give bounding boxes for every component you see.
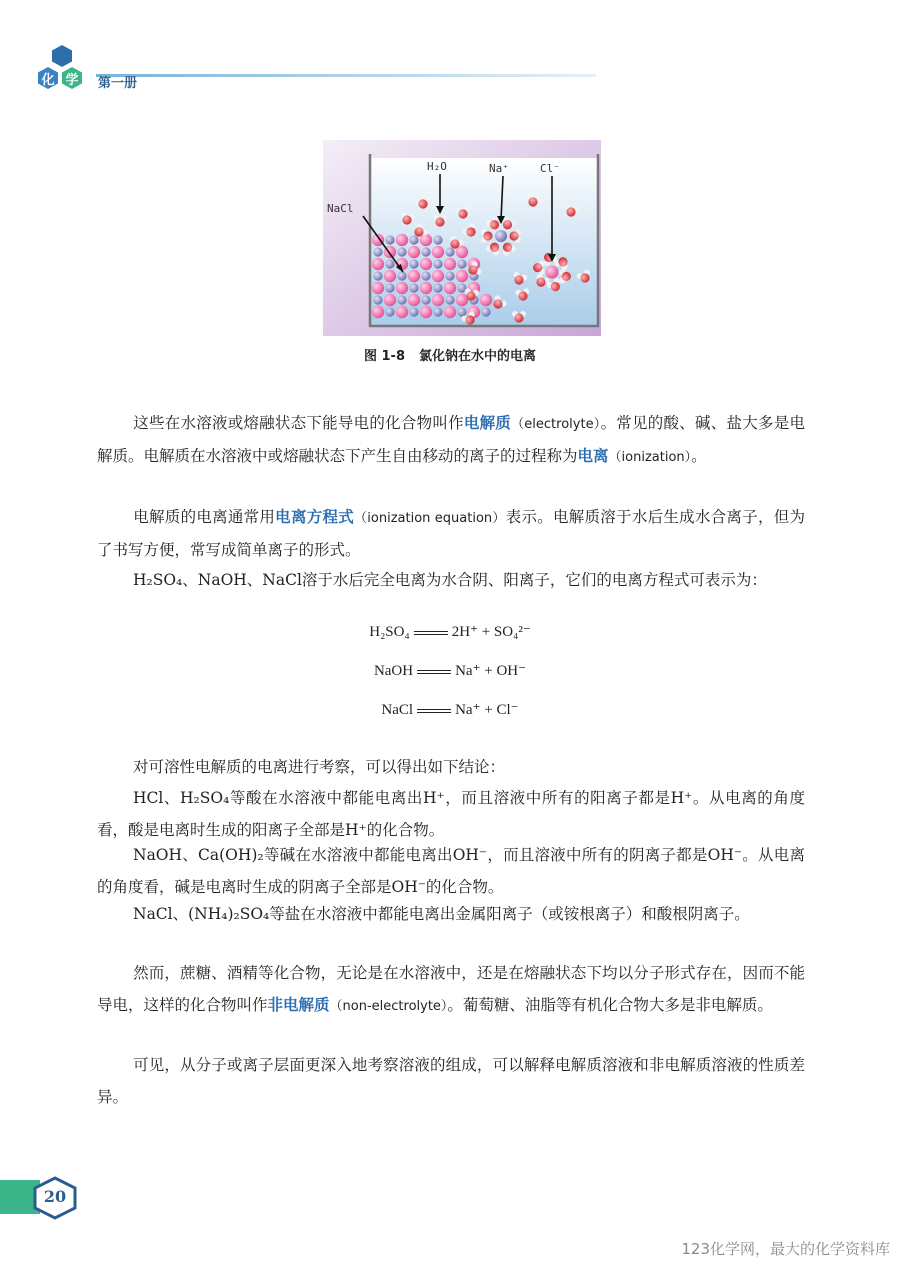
cl-ion xyxy=(384,294,396,306)
cl-ion xyxy=(444,258,456,270)
cl-ion xyxy=(420,282,432,294)
oxygen-atom xyxy=(514,313,523,322)
na-ion xyxy=(445,271,454,280)
oxygen-atom xyxy=(533,263,542,272)
paragraph-examples: H₂SO₄、NaOH、NaCl溶于水后完全电离为水合阴、阳离子，它们的电离方程式可表示为： xyxy=(133,571,767,589)
na-ion xyxy=(457,259,466,268)
oxygen-atom xyxy=(509,231,518,240)
equation-h2so4: H₂SO₄ 2H⁺ + SO₄²⁻ xyxy=(369,624,531,640)
watermark: 123化学网，最大的化学资料库 xyxy=(681,1240,890,1258)
cl-ion xyxy=(432,270,444,282)
paragraph-ionization-equation: 电解质的电离通常用电离方程式（ionization equation）表示。电解质溶于水后生成水合离子，但为了书写方便，常写成简单离子的形式。 xyxy=(97,508,805,559)
na-ion xyxy=(421,247,430,256)
cl-ion xyxy=(420,306,432,318)
oxygen-atom xyxy=(483,231,492,240)
page-number: 20 xyxy=(43,1187,67,1206)
paragraph-base: NaOH、Ca(OH)₂等碱在水溶液中都能电离出OH⁻，而且溶液中所有的阴离子都是OH⁻。从电离的角度看，碱是电离时生成的阴离子全部是OH⁻的化合物。 xyxy=(97,846,805,896)
na-ion xyxy=(433,259,442,268)
na-ion xyxy=(433,283,442,292)
oxygen-atom xyxy=(562,272,571,281)
na-ion xyxy=(445,295,454,304)
label-na-ion: Na⁺ xyxy=(489,162,509,175)
figure-caption xyxy=(0,345,900,364)
na-ion xyxy=(421,271,430,280)
paragraph-conclusion-intro: 对可溶性电解质的电离进行考察，可以得出如下结论： xyxy=(133,758,506,776)
cl-ion xyxy=(456,294,468,306)
paragraph-electrolyte-definition: 这些在水溶液或熔融状态下能导电的化合物叫作电解质（electrolyte）。常见的酸、碱、盐大多是电解质。电解质在水溶液中或熔融状态下产生自由移动的离子的过程称为电离（ionization）。 xyxy=(97,414,805,465)
nacl-dissolution-figure xyxy=(323,140,601,336)
label-nacl: NaCl xyxy=(327,202,354,215)
cl-ion xyxy=(480,294,492,306)
cl-ion xyxy=(408,246,420,258)
logo-char-xue: 学 xyxy=(65,73,79,88)
cl-ion xyxy=(396,234,408,246)
na-ion xyxy=(385,307,394,316)
cl-ion xyxy=(444,282,456,294)
cl-ion xyxy=(396,282,408,294)
oxygen-atom xyxy=(435,217,444,226)
paragraph-summary: 可见，从分子或离子层面更深入地考察溶液的组成，可以解释电解质溶液和非电解质溶液的性质差异。 xyxy=(97,1056,805,1106)
na-ion xyxy=(409,259,418,268)
equation-naoh: NaOH Na⁺ + OH⁻ xyxy=(373,663,527,679)
page-header xyxy=(36,44,596,94)
cl-ion xyxy=(408,270,420,282)
term-ionization-equation: 电离方程式 xyxy=(275,508,355,526)
na-ion xyxy=(445,247,454,256)
paragraph-acid: HCl、H₂SO₄等酸在水溶液中都能电离出H⁺，而且溶液中所有的阳离子都是H⁺。从电离的角度看，酸是电离时生成的阳离子全部是H⁺的化合物。 xyxy=(97,789,805,839)
logo-char-hua: 化 xyxy=(41,73,55,88)
hydrated-na-ion xyxy=(495,230,507,242)
book-title: 第一册 xyxy=(98,76,138,91)
na-ion xyxy=(433,307,442,316)
cl-ion xyxy=(420,258,432,270)
na-ion xyxy=(409,283,418,292)
logo-hex-xue xyxy=(60,66,84,90)
logo-hex-hua xyxy=(36,66,60,90)
na-ion xyxy=(421,295,430,304)
na-ion xyxy=(409,307,418,316)
na-ion xyxy=(457,307,466,316)
cl-ion xyxy=(432,294,444,306)
na-ion xyxy=(397,247,406,256)
cl-ion xyxy=(372,258,384,270)
na-ion xyxy=(409,235,418,244)
na-ion xyxy=(373,247,382,256)
label-cl-ion: Cl⁻ xyxy=(540,162,560,175)
cl-ion xyxy=(396,306,408,318)
na-ion xyxy=(385,283,394,292)
na-ion xyxy=(385,259,394,268)
term-ionization: 电离 xyxy=(577,446,609,465)
term-electrolyte: 电解质 xyxy=(463,414,512,432)
label-h2o: H₂O xyxy=(427,160,447,173)
na-ion xyxy=(373,295,382,304)
na-ion xyxy=(433,235,442,244)
header-divider xyxy=(96,74,596,77)
cl-ion xyxy=(444,306,456,318)
paragraph-non-electrolyte: 然而，蔗糖、酒精等化合物，无论是在水溶液中，还是在熔融状态下均以分子形式存在，因而不能导电，这样的化合物叫作非电解质（non-electrolyte）。葡萄糖、油脂等有机化合物大多是非电解质。 xyxy=(97,964,805,1014)
na-ion xyxy=(385,235,394,244)
cl-ion xyxy=(372,282,384,294)
caption-number: 图 1-8 xyxy=(363,349,405,364)
paragraph-salt: NaCl、(NH₄)₂SO₄等盐在水溶液中都能电离出金属阳离子（或铵根离子）和酸根阴离子。 xyxy=(133,905,750,923)
hexagon-icon xyxy=(50,44,74,68)
cl-ion xyxy=(372,306,384,318)
term-non-electrolyte: 非电解质 xyxy=(267,995,330,1014)
caption-title: 氯化钠在水中的电离 xyxy=(419,349,537,364)
equation-nacl: NaCl Na⁺ + Cl⁻ xyxy=(381,702,519,718)
cl-ion xyxy=(408,294,420,306)
na-ion xyxy=(397,295,406,304)
cl-ion xyxy=(456,270,468,282)
cl-ion xyxy=(432,246,444,258)
na-ion xyxy=(373,271,382,280)
cl-ion xyxy=(384,270,396,282)
na-ion xyxy=(397,271,406,280)
na-ion xyxy=(481,307,490,316)
hydrated-cl-ion xyxy=(546,266,559,279)
